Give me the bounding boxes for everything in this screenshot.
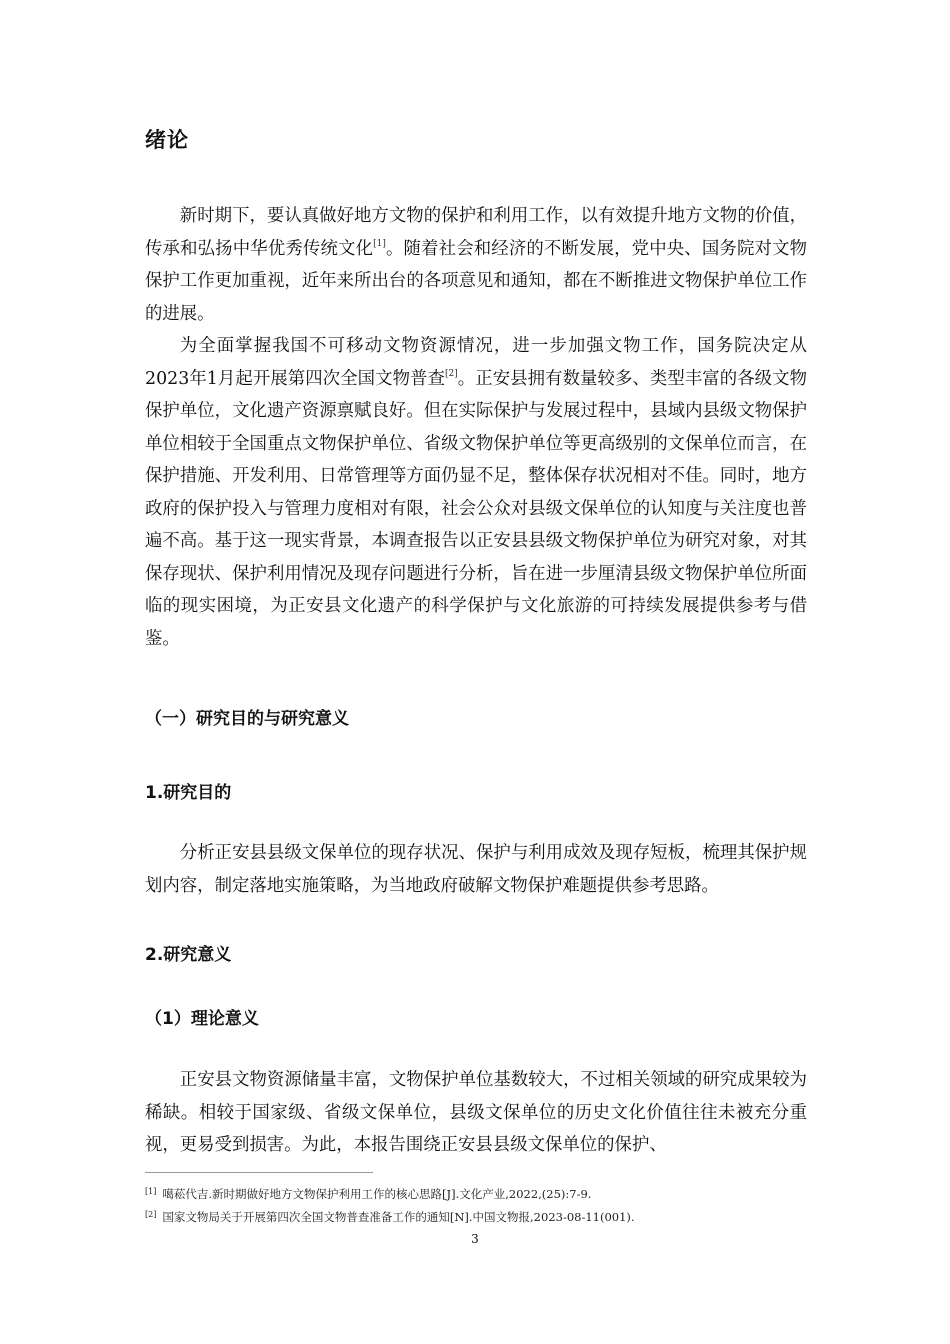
theory-heading: （1）理论意义 <box>145 1009 259 1029</box>
footnote-2-mark: [2] <box>145 1210 157 1219</box>
footnote-1 <box>145 1184 591 1202</box>
theory-paragraph: 正安县文物资源储量丰富，文物保护单位基数较大，不过相关领域的研究成果较为稀缺。相较于国家级、省级文保单位，县级文保单位的历史文化价值往往未被充分重视，更易受到损害。为此，本报告围绕正安县县级文保单位的保护、 <box>145 1070 807 1155</box>
footnote-2-text: 国家文物局关于开展第四次全国文物普查准备工作的通知[N].中国文物报,2023-08-11(001). <box>162 1210 635 1224</box>
footnote-2 <box>145 1207 635 1225</box>
footnote-1-mark: [1] <box>145 1187 157 1196</box>
intro-paragraph-2-text-b: 。正安县拥有数量较多、类型丰富的各级文物保护单位，文化遗产资源禀赋良好。但在实际保护与发展过程中，县域内县级文物保护单位相较于全国重点文物保护单位、省级文物保护单位等更高级别的文保单位而言，在保护措施、开发利用、日常管理等方面仍显不足，整体保存状况相对不佳。同时，地方政府的保护投入与管理力度相对有限，社会公众对县级文保单位的认知度与关注度也普遍不高。基于这一现实背景，本调查报告以正安县县级文物保护单位为研究对象，对其保存现状、保护利用情况及现存问题进行分析，旨在进一步厘清县级文物保护单位所面临的现实困境，为正安县文化遗产的科学保护与文化旅游的可持续发展提供参考与借鉴。 <box>145 368 807 649</box>
intro-paragraph-2 <box>145 330 807 655</box>
purpose-paragraph: 分析正安县县级文保单位的现存状况、保护与利用成效及现存短板，梳理其保护规划内容，制定落地实施策略，为当地政府破解文物保护难题提供参考思路。 <box>145 843 807 896</box>
intro-paragraph-2-text-a: 为全面掌握我国不可移动文物资源情况，进一步加强文物工作，国务院决定从2023年1月起开展第四次全国文物普查 <box>145 336 807 389</box>
subsection-heading-significance: 2.研究意义 <box>145 945 232 965</box>
intro-paragraph-1 <box>145 200 807 330</box>
footnote-ref-2: [2] <box>444 368 458 379</box>
footnote-divider <box>145 1172 373 1173</box>
chapter-title: 绪论 <box>145 128 189 152</box>
subsection-heading-purpose: 1.研究目的 <box>145 783 232 803</box>
footnote-ref-1: [1] <box>373 238 386 249</box>
page-number: 3 <box>471 1232 479 1246</box>
intro-paragraph-1-text-b: 。随着社会和经济的不断发展，党中央、国务院对文物保护工作更加重视，近年来所出台的各项意见和通知，都在不断推进文物保护单位工作的进展。 <box>145 238 807 324</box>
footnote-1-text: 噶菘代吉.新时期做好地方文物保护利用工作的核心思路[J].文化产业,2022,(25):7-9. <box>162 1187 592 1201</box>
section-heading: （一）研究目的与研究意义 <box>145 709 349 729</box>
intro-paragraph-1-text-a: 新时期下，要认真做好地方文物的保护和利用工作，以有效提升地方文物的价值，传承和弘扬中华优秀传统文化 <box>145 206 807 259</box>
